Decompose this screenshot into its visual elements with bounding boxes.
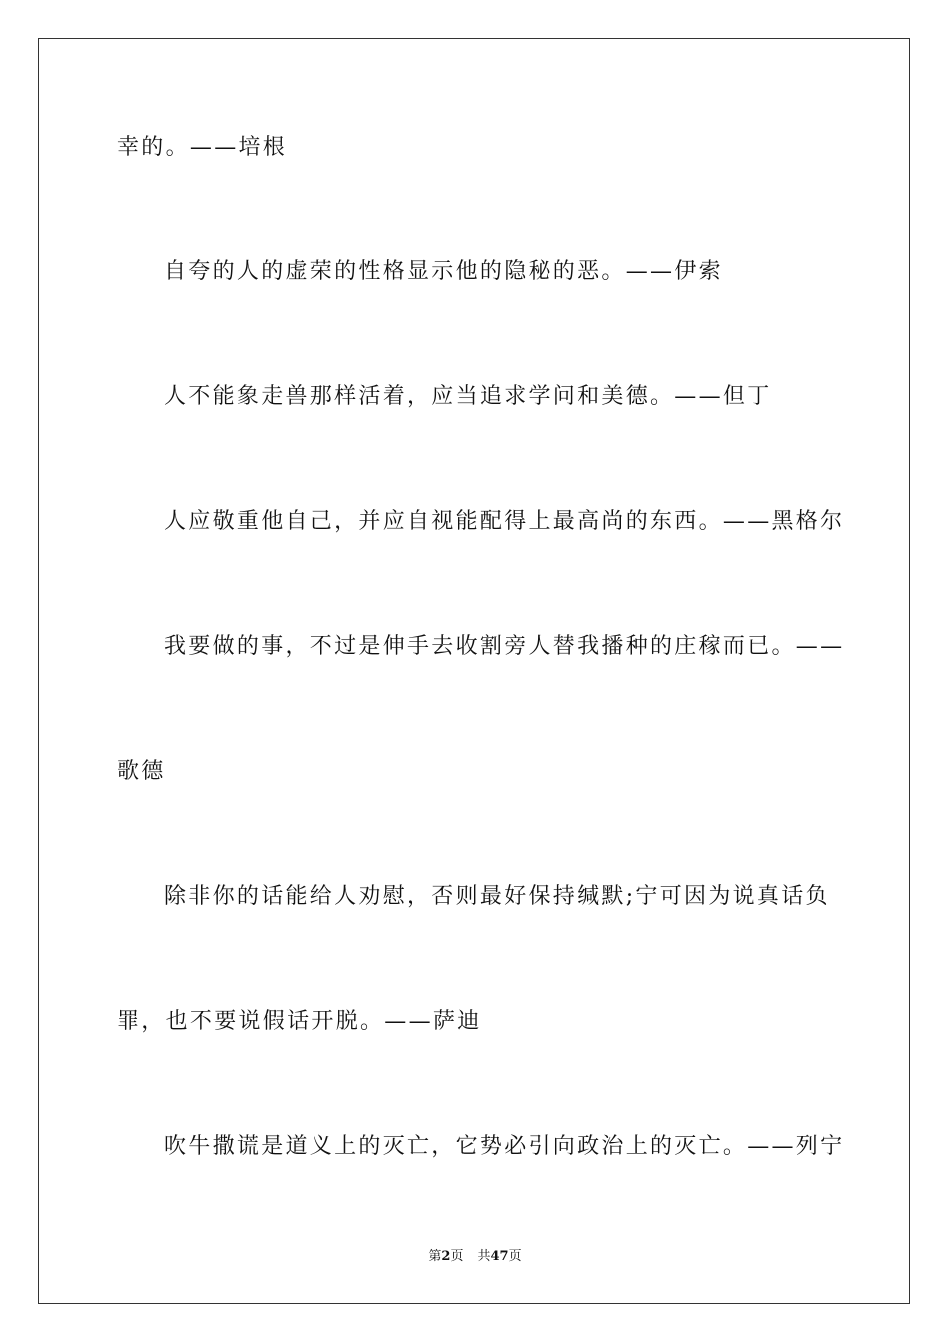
- text-line-1: 幸的。——培根: [117, 135, 288, 160]
- page-border: [38, 38, 910, 1304]
- text-line-8: 罪，也不要说假话开脱。——萨迪: [117, 1009, 482, 1034]
- text-line-3: 人不能象走兽那样活着，应当追求学问和美德。——但丁: [164, 384, 772, 409]
- text-line-6: 歌德: [117, 759, 166, 784]
- footer-page-prefix: 第: [428, 1249, 442, 1264]
- text-line-4: 人应敬重他自己，并应自视能配得上最高尚的东西。——黑格尔: [164, 509, 845, 534]
- footer-total-prefix: 共: [477, 1249, 491, 1264]
- footer-page-number: 2: [441, 1249, 451, 1264]
- footer-total-suffix: 页: [508, 1249, 522, 1264]
- footer-total-pages: 47: [490, 1249, 509, 1264]
- text-line-7: 除非你的话能给人劝慰，否则最好保持缄默;宁可因为说真话负: [164, 884, 830, 909]
- text-line-5: 我要做的事，不过是伸手去收割旁人替我播种的庄稼而已。——: [164, 634, 845, 659]
- page-footer: [0, 1248, 950, 1266]
- text-line-2: 自夸的人的虚荣的性格显示他的隐秘的恶。——伊索: [164, 259, 723, 284]
- footer-page-suffix: 页: [450, 1249, 464, 1264]
- text-line-9: 吹牛撒谎是道义上的灭亡，它势必引向政治上的灭亡。——列宁: [164, 1134, 845, 1159]
